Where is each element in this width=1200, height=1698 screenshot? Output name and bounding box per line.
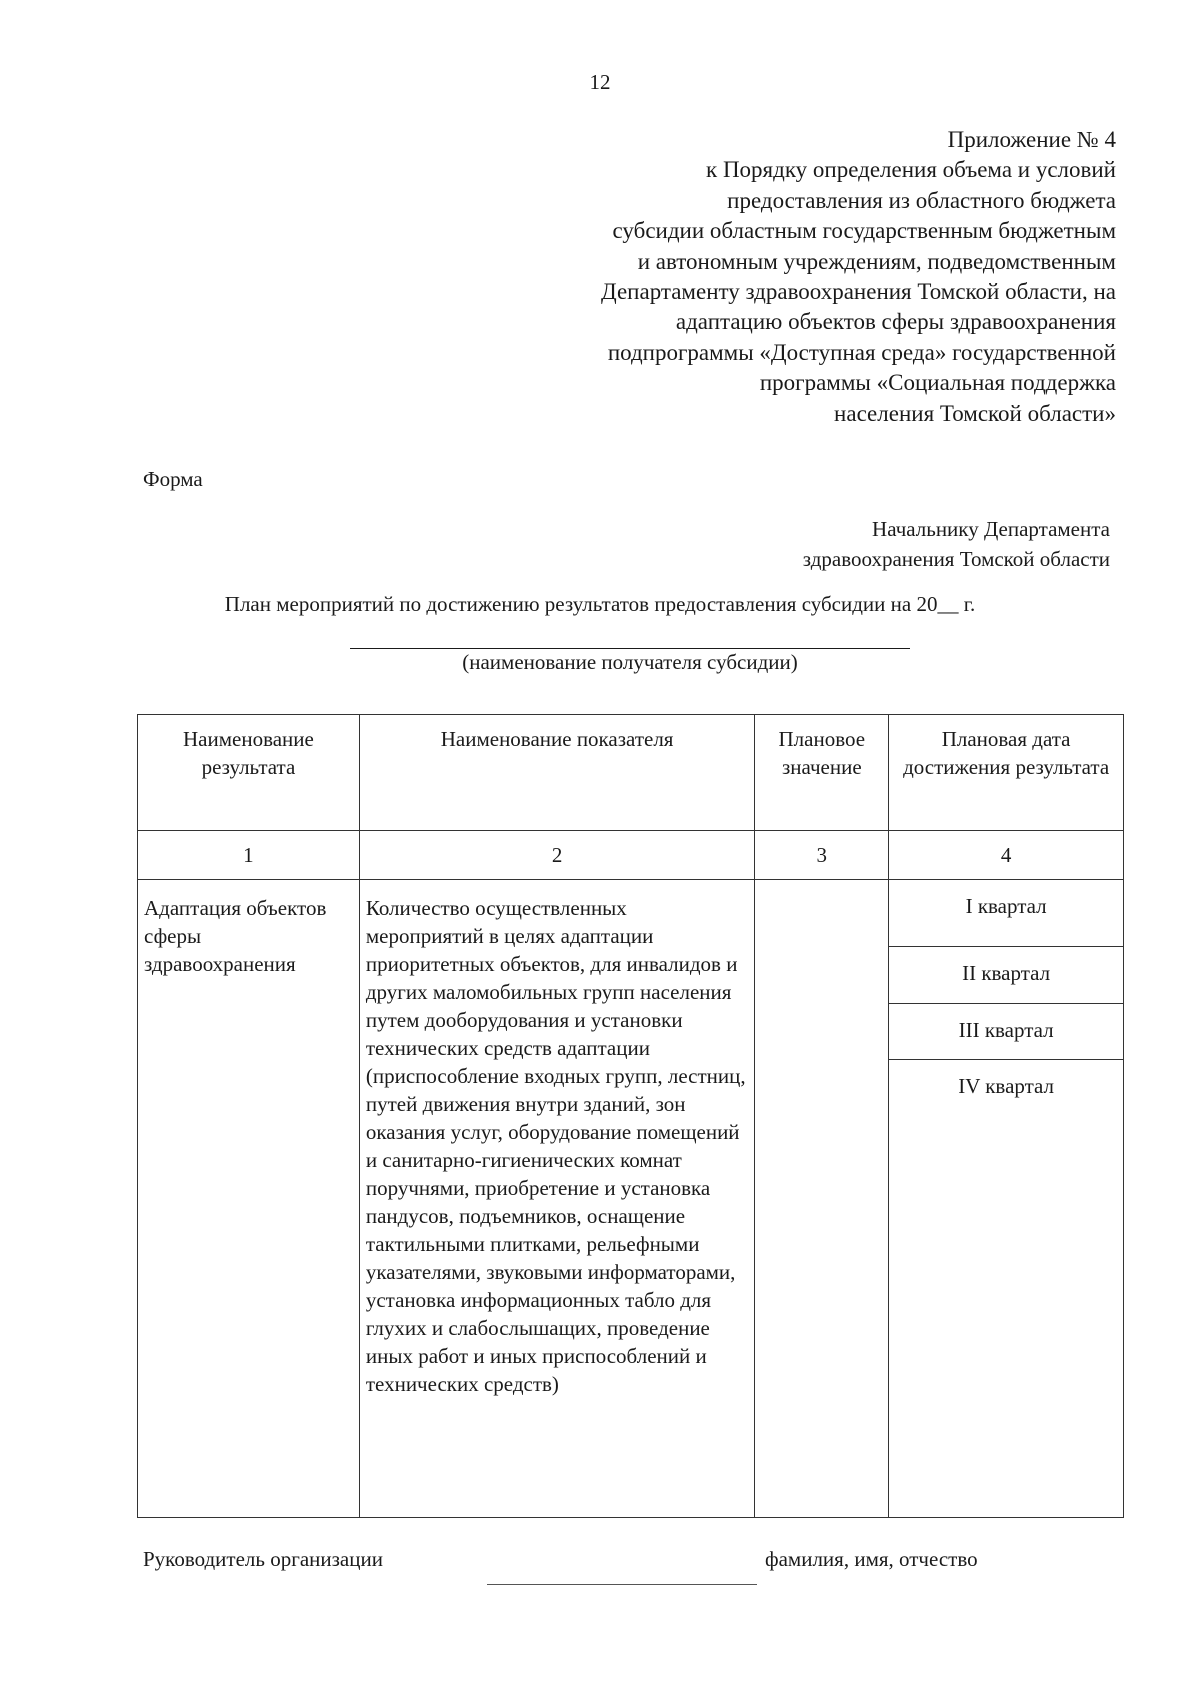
plan-title: План мероприятий по достижению результатов предоставления субсидии на 20__ г. bbox=[224, 592, 976, 616]
quarter-1: I квартал bbox=[889, 880, 1123, 947]
appendix-line: Приложение № 4 bbox=[947, 127, 1116, 152]
result-name-cell: Адаптация объектов сферы здравоохранения bbox=[138, 880, 360, 1518]
column-number: 4 bbox=[889, 831, 1124, 880]
appendix-line: Департаменту здравоохранения Томской области, на bbox=[601, 279, 1116, 305]
planned-value-cell[interactable] bbox=[755, 880, 889, 1518]
header-indicator-name: Наименование показателя bbox=[359, 715, 755, 831]
full-name-label: фамилия, имя, отчество bbox=[765, 1547, 978, 1571]
quarter-2: II квартал bbox=[889, 947, 1123, 1004]
addressee bbox=[610, 514, 1110, 574]
recipient-name-line bbox=[350, 648, 910, 649]
appendix-line: программы «Социальная поддержка bbox=[759, 370, 1116, 396]
appendix-line: населения Томской области» bbox=[834, 400, 1116, 426]
table-row bbox=[138, 880, 1124, 1518]
appendix-line: субсидии областным государственным бюджетным bbox=[612, 218, 1116, 244]
column-number: 1 bbox=[138, 831, 360, 880]
appendix-line: предоставления из областного бюджета bbox=[727, 187, 1116, 213]
table-number-row bbox=[138, 831, 1124, 880]
appendix-header bbox=[416, 125, 1116, 429]
page-number: 12 bbox=[589, 70, 611, 94]
addressee-line: Начальнику Департамента bbox=[872, 517, 1110, 541]
table-header-row bbox=[138, 715, 1124, 831]
column-number: 2 bbox=[359, 831, 755, 880]
appendix-line: подпрограммы «Доступная среда» государственной bbox=[607, 339, 1116, 365]
header-planned-date: Плановая дата достижения результата bbox=[889, 715, 1124, 831]
quarter-4: IV квартал bbox=[958, 1074, 1055, 1098]
quarter-3: III квартал bbox=[889, 1004, 1123, 1060]
form-label: Форма bbox=[143, 467, 203, 491]
addressee-line: здравоохранения Томской области bbox=[802, 547, 1110, 571]
appendix-line: к Порядку определения объема и условий bbox=[706, 157, 1116, 183]
appendix-line: и автономным учреждениям, подведомственным bbox=[637, 248, 1116, 274]
planned-date-cell bbox=[889, 880, 1124, 1518]
recipient-caption: (наименование получателя субсидии) bbox=[462, 650, 798, 674]
signature-line[interactable] bbox=[487, 1584, 757, 1585]
plan-table bbox=[137, 714, 1124, 1518]
head-of-organization-label: Руководитель организации bbox=[143, 1547, 383, 1571]
header-planned-value: Плановое значение bbox=[755, 715, 889, 831]
appendix-line: адаптацию объектов сферы здравоохранения bbox=[675, 309, 1116, 335]
column-number: 3 bbox=[755, 831, 889, 880]
header-result-name: Наименование результата bbox=[138, 715, 360, 831]
indicator-name-cell: Количество осуществленных мероприятий в целях адаптации приоритетных объектов, для инвалидов и других маломобильных групп населения путем дооборудования и установки технических средств адаптации (приспособление входных групп, лестниц, путей движения внутри зданий, зон оказания услуг, оборудование помещений и санитарно-гигиенических комнат поручнями, приобретение и установка пандусов, подъемников, оснащение тактильными плитками, рельефными указателями, звуковыми информаторами, установка информационных табло для глухих и слабослышащих, проведение иных работ и иных приспособлений и технических средств) bbox=[359, 880, 755, 1518]
